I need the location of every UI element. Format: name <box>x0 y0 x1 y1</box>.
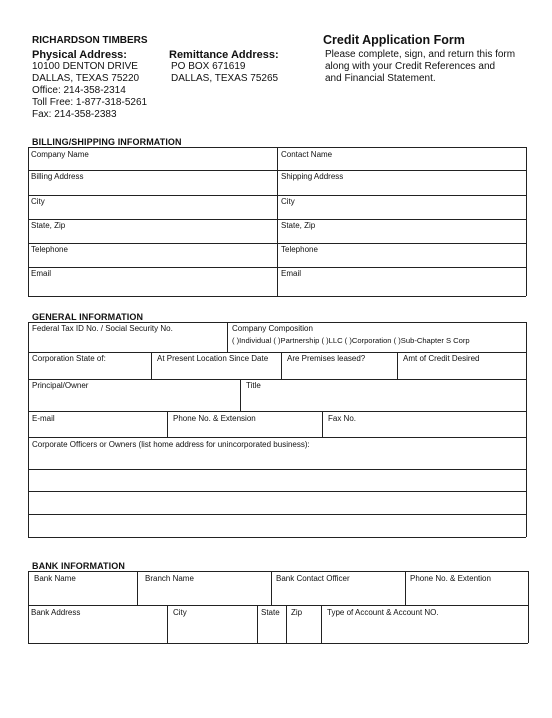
premises-leased-field[interactable] <box>282 364 396 379</box>
bank-name-label: Bank Name <box>34 574 76 583</box>
remittance-line-2: DALLAS, TEXAS 75265 <box>171 73 279 84</box>
billing-section-title: BILLING/SHIPPING INFORMATION <box>32 137 182 147</box>
shipping-city-label: City <box>281 197 295 206</box>
company-name-label: Company Name <box>31 150 89 159</box>
phone-extension-field[interactable] <box>168 424 321 437</box>
principal-owner-field[interactable] <box>29 391 239 411</box>
location-since-date-field[interactable] <box>152 364 280 379</box>
bank-address-label: Bank Address <box>31 608 81 617</box>
instructions-line-1: Please complete, sign, and return this form <box>325 49 516 60</box>
shipping-email-label: Email <box>281 269 302 278</box>
office-phone: Office: 214-358-2314 <box>32 85 126 96</box>
bank-zip-field[interactable] <box>287 618 320 643</box>
bank-zip-label: Zip <box>291 608 303 617</box>
corporation-state-field[interactable] <box>29 364 150 379</box>
billing-address-field[interactable] <box>29 182 276 195</box>
premises-leased-label: Are Premises leased? <box>287 354 366 363</box>
officer-line-2[interactable] <box>29 470 525 491</box>
company-composition-label: Company Composition <box>232 324 313 333</box>
billing-city-label: City <box>31 197 45 206</box>
billing-city-field[interactable] <box>29 207 276 219</box>
shipping-telephone-field[interactable] <box>278 255 525 267</box>
bank-contact-officer-label: Bank Contact Officer <box>276 574 350 583</box>
billing-address-label: Billing Address <box>31 172 84 181</box>
bank-city-label: City <box>173 608 187 617</box>
bank-address-field[interactable] <box>29 618 166 643</box>
account-type-number-field[interactable] <box>322 618 527 643</box>
form-title: Credit Application Form <box>323 33 465 47</box>
physical-address-line-1: 10100 DENTON DRIVE <box>32 61 138 72</box>
bank-name-field[interactable] <box>29 584 136 605</box>
tax-id-label: Federal Tax ID No. / Social Security No. <box>32 324 173 333</box>
fax-number: Fax: 214-358-2383 <box>32 109 117 120</box>
physical-address-line-2: DALLAS, TEXAS 75220 <box>32 73 140 84</box>
instructions-line-2: along with your Credit References and <box>325 61 496 72</box>
bank-phone-field[interactable] <box>406 584 527 605</box>
officer-line-3[interactable] <box>29 492 525 514</box>
general-email-label: E-mail <box>32 414 55 423</box>
tax-id-field[interactable] <box>29 334 226 352</box>
phone-extension-label: Phone No. & Extension <box>173 414 256 423</box>
bank-contact-officer-field[interactable] <box>272 584 404 605</box>
billing-email-label: Email <box>31 269 52 278</box>
shipping-telephone-label: Telephone <box>281 245 318 254</box>
bank-phone-label: Phone No. & Extention <box>410 574 491 583</box>
title-field[interactable] <box>241 391 525 411</box>
billing-email-field[interactable] <box>29 279 276 296</box>
credit-desired-label: Amt of Credit Desired <box>403 354 480 363</box>
corporation-state-label: Corporation State of: <box>32 354 106 363</box>
officer-line-4[interactable] <box>29 515 525 537</box>
bank-city-field[interactable] <box>168 618 256 643</box>
principal-owner-label: Principal/Owner <box>32 381 89 390</box>
fax-no-label: Fax No. <box>328 414 357 423</box>
fax-no-field[interactable] <box>323 424 525 437</box>
billing-state-zip-label: State, Zip <box>31 221 66 230</box>
physical-address-title: Physical Address: <box>32 49 127 61</box>
general-section-title: GENERAL INFORMATION <box>32 312 144 322</box>
remittance-line-1: PO BOX 671619 <box>171 61 246 72</box>
branch-name-field[interactable] <box>138 584 270 605</box>
location-since-date-label: At Present Location Since Date <box>157 354 269 363</box>
bank-state-field[interactable] <box>258 618 285 643</box>
instructions-line-3: and Financial Statement. <box>325 73 436 84</box>
remittance-address-title: Remittance Address: <box>169 49 279 61</box>
toll-free-phone: Toll Free: 1-877-318-5261 <box>32 97 148 108</box>
credit-desired-field[interactable] <box>398 364 525 379</box>
shipping-email-field[interactable] <box>278 279 525 296</box>
branch-name-label: Branch Name <box>145 574 194 583</box>
shipping-address-field[interactable] <box>278 182 525 195</box>
bank-state-label: State <box>261 608 280 617</box>
account-type-number-label: Type of Account & Account NO. <box>327 608 439 617</box>
shipping-state-zip-label: State, Zip <box>281 221 316 230</box>
bank-section-title: BANK INFORMATION <box>32 561 125 571</box>
officer-line-1[interactable] <box>29 450 525 469</box>
company-composition-options[interactable]: ( )Individual ( )Partnership ( )LLC ( )Corporation ( )Sub-Chapter S Corp <box>232 336 470 345</box>
billing-telephone-label: Telephone <box>31 245 68 254</box>
shipping-address-label: Shipping Address <box>281 172 344 181</box>
shipping-city-field[interactable] <box>278 207 525 219</box>
billing-state-zip-field[interactable] <box>29 231 276 243</box>
shipping-state-zip-field[interactable] <box>278 231 525 243</box>
title-label: Title <box>246 381 261 390</box>
contact-name-field[interactable] <box>278 160 525 170</box>
billing-telephone-field[interactable] <box>29 255 276 267</box>
company-name: RICHARDSON TIMBERS <box>32 35 148 46</box>
general-email-field[interactable] <box>29 424 166 437</box>
contact-name-label: Contact Name <box>281 150 333 159</box>
company-name-field[interactable] <box>29 160 276 170</box>
corporate-officers-label: Corporate Officers or Owners (list home address for unincorporated business): <box>32 440 310 449</box>
